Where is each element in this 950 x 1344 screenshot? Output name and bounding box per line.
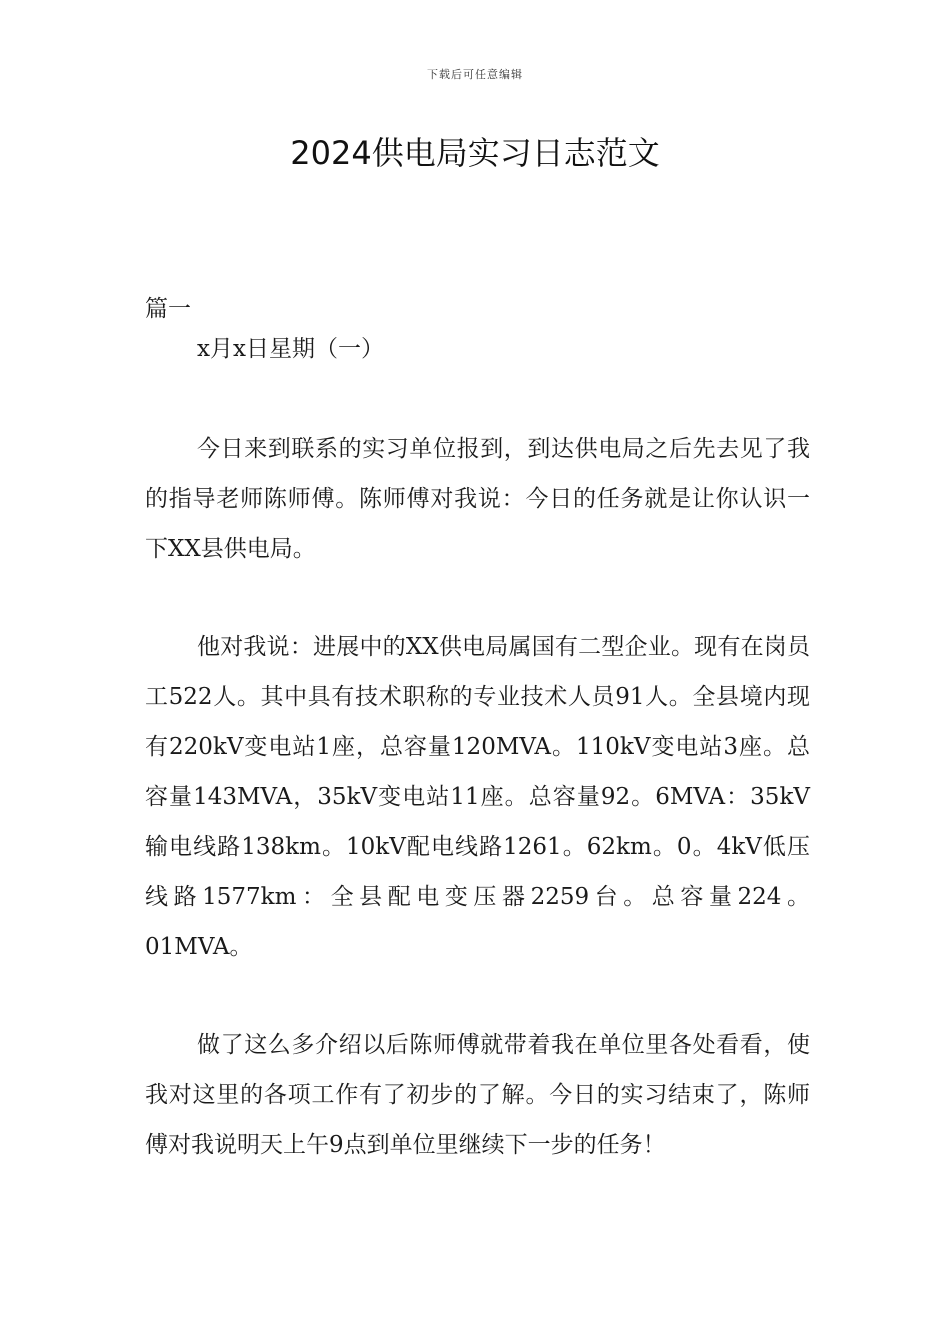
document-title: 2024供电局实习日志范文 bbox=[290, 134, 660, 172]
paragraph-1: 今日来到联系的实习单位报到，到达供电局之后先去见了我的指导老师陈师傅。陈师傅对我说：今日的任务就是让你认识一下XX县供电局。 bbox=[145, 436, 810, 562]
header-note: 下载后可任意编辑 bbox=[427, 68, 523, 81]
section-label: 篇一 bbox=[145, 296, 191, 322]
date-line: x月x日星期（一） bbox=[197, 336, 384, 362]
paragraph-2: 他对我说：进展中的XX供电局属国有二型企业。现有在岗员工522人。其中具有技术职称的专业技术人员91人。全县境内现有220kV变电站1座，总容量120MVA。110kV变电站3座。总容量143MVA，35kV变电站11座。总容量92。6MVA：35kV输电线路138km。10kV配电线路1261。62km。0。4kV低压线路1577km：全县配电变压器2259台。总容量224。01MVA。 bbox=[145, 634, 810, 960]
paragraph-3: 做了这么多介绍以后陈师傅就带着我在单位里各处看看，使我对这里的各项工作有了初步的了解。今日的实习结束了，陈师傅对我说明天上午9点到单位里继续下一步的任务！ bbox=[145, 1032, 810, 1158]
